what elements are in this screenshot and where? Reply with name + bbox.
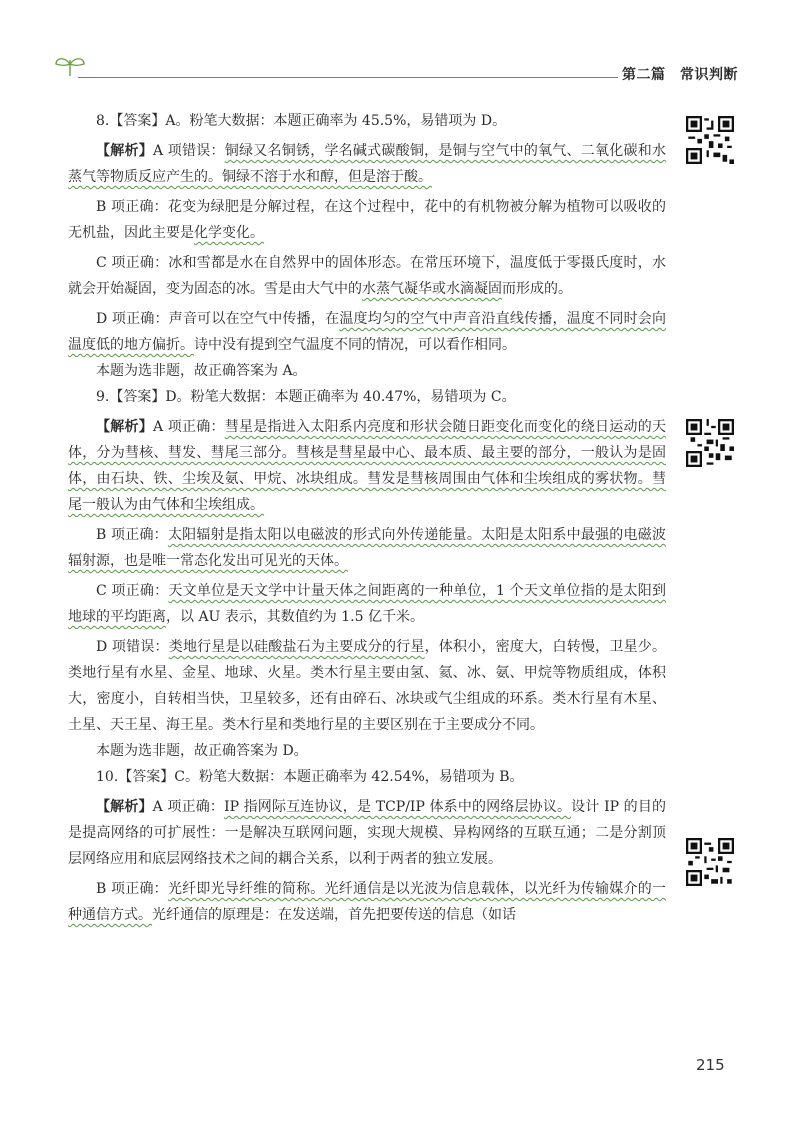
qr-code-icon: [686, 419, 734, 467]
page-number: 215: [696, 1056, 725, 1074]
explanation-paragraph: B 项正确：光纤即光导纤维的简称。光纤通信是以光波为信息载体，以光纤为传输媒介的一种通信方式。光纤通信的原理是：在发送端，首先把要传送的信息（如话: [68, 881, 666, 923]
conclusion-paragraph: 本题为选非题，故正确答案为 D。: [96, 743, 308, 759]
explanation-paragraph: C 项正确：冰和雪都是水在自然界中的固体形态。在常压环境下，温度低于零摄氏度时，水就会开始凝固，变为固态的冰。雪是由大气中的水蒸气凝华或水滴凝固而形成的。: [68, 255, 666, 297]
qr-code-icon: [686, 838, 734, 886]
answer-paragraph: 10.【答案】C。粉笔大数据：本题正确率为 42.54%，易错项为 B。: [96, 769, 524, 785]
answer-paragraph: 8.【答案】A。粉笔大数据：本题正确率为 45.5%，易错项为 D。: [96, 113, 507, 129]
explanation-paragraph: D 项错误：类地行星是以硅酸盐石为主要成分的行星，体积小，密度大，白转慢，卫星少。类地行星有水星、金星、地球、火星。类木行星主要由氢、氦、冰、氨、甲烷等物质组成，体积大，密度小，自转相当快，卫星较多，还有由碎石、冰块或气尘组成的环系。类木行星有木星、土星、天王星、海王星。类木行星和类地行星的主要区别在于主要成分不同。: [68, 639, 667, 733]
answer-explanations: [68, 108, 666, 932]
explanation-paragraph: D 项正确：声音可以在空气中传播，在温度均匀的空气中声音沿直线传播，温度不同时会向温度低的地方偏折。诗中没有提到空气温度不同的情况，可以看作相同。: [68, 311, 667, 353]
explanation-paragraph: 【解析】A 项正确：彗星是指进入太阳系内亮度和形状会随日距变化而变化的绕日运动的天体，分为彗核、彗发、彗尾三部分。彗核是彗星最中心、最本质、最主要的部分，一般认为是固体，由石块、铁、尘埃及氨、甲烷、冰块组成。彗发是彗核周围由气体和尘埃组成的雾状物。彗尾一般认为由气体和尘埃组成。: [68, 419, 667, 513]
leaf-logo-icon: [52, 54, 88, 78]
qr-code-icon: [686, 116, 734, 164]
explanation-paragraph: 【解析】A 项正确：IP 指网际互连协议，是 TCP/IP 体系中的网络层协议。设计 IP 的目的是提高网络的可扩展性：一是解决互联网问题，实现大规模、异构网络的互联互通；二是分割顶层网络应用和底层网络技术之间的耦合关系，以利于两者的独立发展。: [68, 799, 667, 867]
answer-paragraph: 9.【答案】D。粉笔大数据：本题正确率为 40.47%，易错项为 C。: [96, 389, 516, 405]
header-rule: [78, 77, 618, 78]
section-title: 第二篇 常识判断: [622, 67, 738, 83]
explanation-paragraph: C 项正确：天文单位是天文学中计量天体之间距离的一种单位，1 个天文单位指的是太阳到地球的平均距离，以 AU 表示，其数值约为 1.5 亿千米。: [68, 583, 667, 625]
conclusion-paragraph: 本题为选非题，故正确答案为 A。: [96, 363, 307, 379]
explanation-paragraph: 【解析】A 项错误：铜绿又名铜锈，学名碱式碳酸铜，是铜与空气中的氧气、二氧化碳和水蒸气等物质反应产生的。铜绿不溶于水和醇，但是溶于酸。: [68, 143, 667, 185]
explanation-paragraph: B 项正确：太阳辐射是指太阳以电磁波的形式向外传递能量。太阳是太阳系中最强的电磁波辐射源，也是唯一常态化发出可见光的天体。: [68, 527, 666, 569]
explanation-paragraph: B 项正确：花变为绿肥是分解过程，在这个过程中，花中的有机物被分解为植物可以吸收的无机盐，因此主要是化学变化。: [68, 199, 666, 241]
